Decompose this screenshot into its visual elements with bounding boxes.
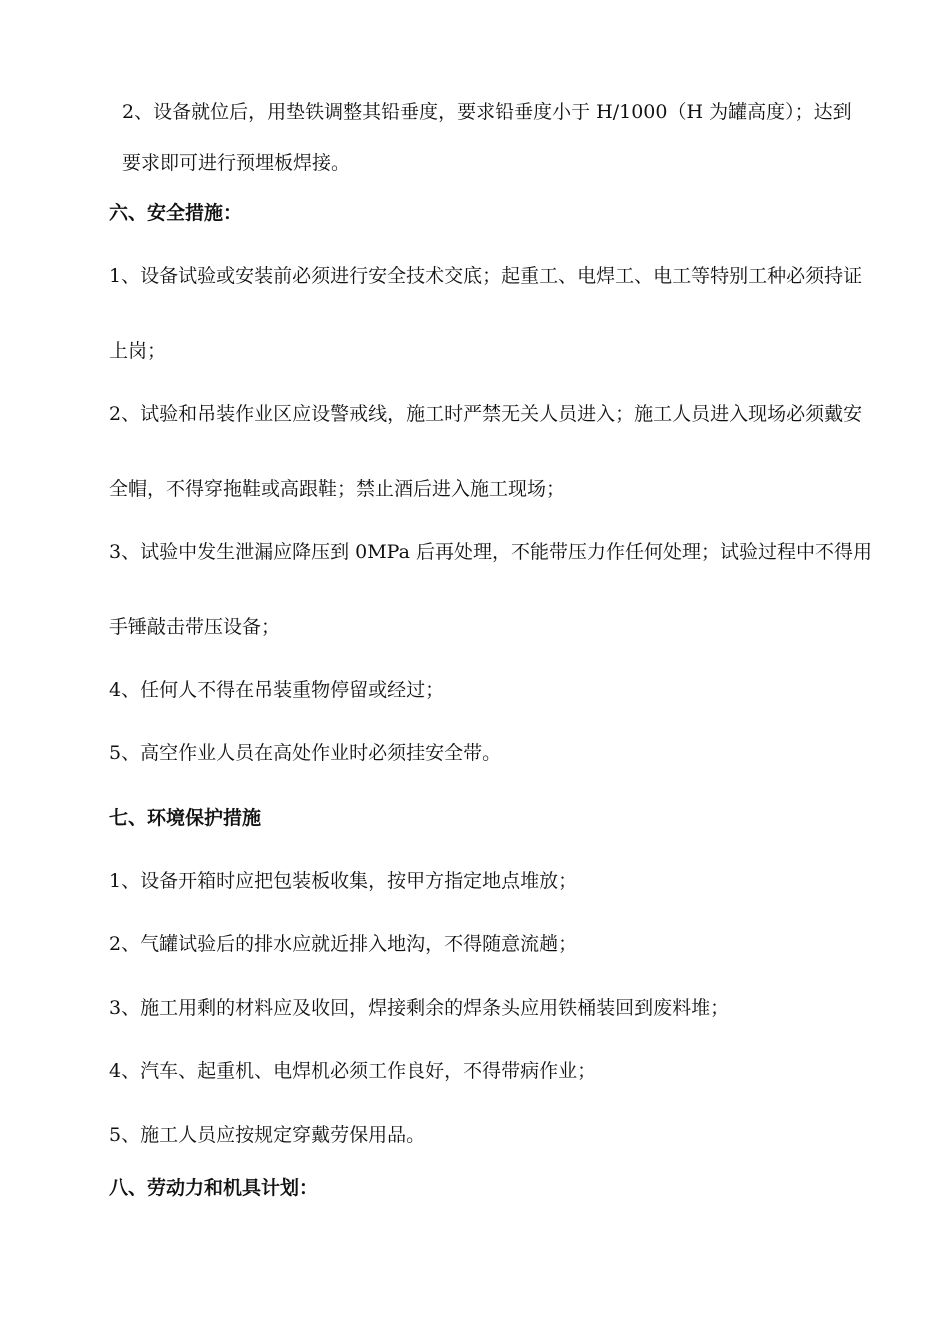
section-6-item-5: 5、高空作业人员在高处作业时必须挂安全带。	[109, 742, 502, 764]
intro-line-2: 要求即可进行预埋板焊接。	[122, 152, 351, 174]
section-6-item-3-cont: 手锤敲击带压设备；	[109, 616, 281, 638]
section-6-heading: 六、安全措施：	[109, 202, 243, 224]
section-6-item-2: 2、试验和吊装作业区应设警戒线，施工时严禁无关人员进入；施工人员进入现场必须戴安	[109, 403, 863, 425]
section-6-item-4: 4、任何人不得在吊装重物停留或经过；	[109, 679, 445, 701]
section-7-item-2: 2、气罐试验后的排水应就近排入地沟，不得随意流趟；	[109, 933, 578, 955]
section-7-item-3: 3、施工用剩的材料应及收回，焊接剩余的焊条头应用铁桶装回到废料堆；	[109, 997, 730, 1019]
section-6-item-1: 1、设备试验或安装前必须进行安全技术交底；起重工、电焊工、电工等特别工种必须持证	[109, 265, 863, 287]
section-6-item-3: 3、试验中发生泄漏应降压到 0MPa 后再处理，不能带压力作任何处理；试验过程中不得用	[109, 541, 872, 563]
section-7-item-1: 1、设备开箱时应把包装板收集，按甲方指定地点堆放；	[109, 870, 578, 892]
section-6-item-1-cont: 上岗；	[109, 340, 167, 362]
section-7-item-4: 4、汽车、起重机、电焊机必须工作良好，不得带病作业；	[109, 1060, 597, 1082]
section-8-heading: 八、劳动力和机具计划：	[109, 1177, 319, 1199]
section-6-item-2-cont: 全帽，不得穿拖鞋或高跟鞋；禁止酒后进入施工现场；	[109, 478, 566, 500]
section-7-heading: 七、环境保护措施	[109, 807, 262, 829]
section-7-item-5: 5、施工人员应按规定穿戴劳保用品。	[109, 1124, 426, 1146]
intro-line-1: 2、设备就位后，用垫铁调整其铅垂度，要求铅垂度小于 H/1000（H 为罐高度）；达到	[122, 101, 852, 123]
